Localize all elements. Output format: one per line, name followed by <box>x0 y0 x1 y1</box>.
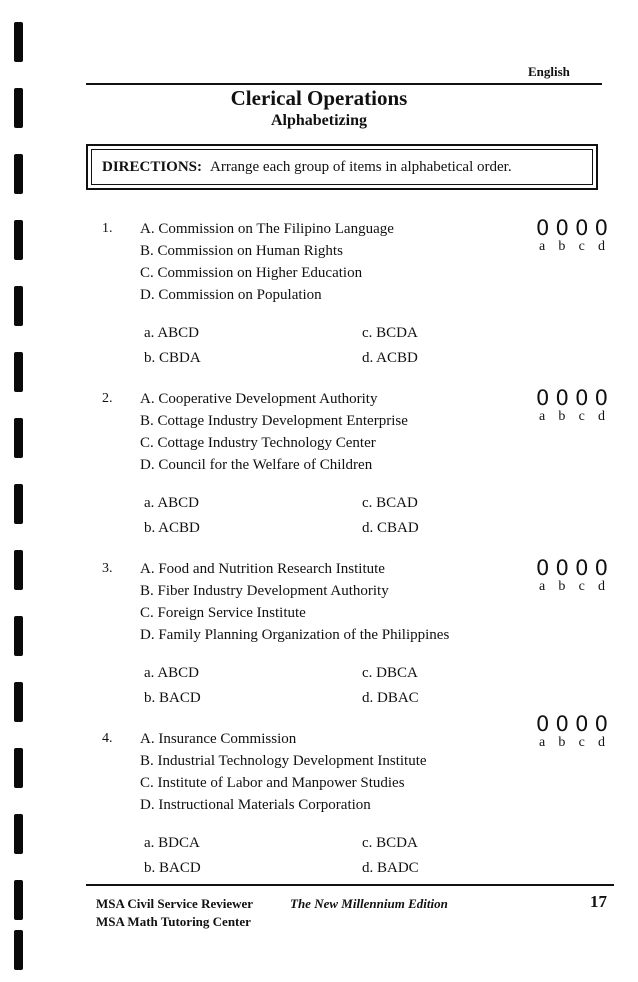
bubble-c[interactable]: 0 <box>575 712 589 736</box>
binding-hole <box>14 154 23 194</box>
question-4 <box>0 712 638 896</box>
choice-c: c. DBCA <box>362 665 418 681</box>
bubble-c[interactable]: 0 <box>575 556 589 580</box>
item-d: D. Family Planning Organization of the Philippines <box>140 627 450 643</box>
directions-text: Arrange each group of items in alphabetical order. <box>210 159 512 175</box>
choice-b: b. BACD <box>144 690 201 706</box>
choice-a: a. BDCA <box>144 835 200 851</box>
bubble-a[interactable]: 0 <box>536 216 550 240</box>
bubble-letter: b <box>558 735 566 750</box>
bubble-letter: c <box>578 239 585 254</box>
bubble-letter: a <box>539 239 546 254</box>
choice-a: a. ABCD <box>144 325 200 341</box>
item-b: B. Cottage Industry Development Enterprise <box>140 413 408 429</box>
item-b: B. Industrial Technology Development Institute <box>140 753 427 769</box>
choice-d: d. CBAD <box>362 520 419 536</box>
directions-box <box>86 144 598 190</box>
bubble-a[interactable]: 0 <box>536 712 550 736</box>
bubble-b[interactable]: 0 <box>555 556 569 580</box>
item-c: C. Commission on Higher Education <box>140 265 363 281</box>
question-3 <box>0 556 638 726</box>
bubble-b[interactable]: 0 <box>555 712 569 736</box>
question-number: 4. <box>102 731 113 746</box>
page-title: Clerical Operations <box>230 86 408 110</box>
bubble-b[interactable]: 0 <box>555 386 569 410</box>
page-subtitle: Alphabetizing <box>270 112 367 129</box>
subject-label: English <box>528 64 570 79</box>
item-b: B. Fiber Industry Development Authority <box>140 583 389 599</box>
question-1 <box>0 216 638 386</box>
choice-d: d. ACBD <box>362 350 418 366</box>
item-d: D. Commission on Population <box>140 287 322 303</box>
page-number: 17 <box>590 892 607 911</box>
question-number: 1. <box>102 221 113 236</box>
bubble-b[interactable]: 0 <box>555 216 569 240</box>
bubble-letter: d <box>598 239 605 254</box>
item-c: C. Cottage Industry Technology Center <box>140 435 376 451</box>
bubble-letter: c <box>578 579 585 594</box>
binding-hole <box>14 22 23 62</box>
question-number: 2. <box>102 391 113 406</box>
question-number: 3. <box>102 561 113 576</box>
bubble-d[interactable]: 0 <box>594 556 608 580</box>
bubble-letter: a <box>539 409 546 424</box>
bubble-c[interactable]: 0 <box>575 216 589 240</box>
bubble-letter: b <box>558 239 566 254</box>
item-a: A. Insurance Commission <box>140 731 297 747</box>
bubble-letter: b <box>558 579 566 594</box>
item-a: A. Cooperative Development Authority <box>140 391 378 407</box>
answer-bubbles <box>536 557 608 595</box>
item-a: A. Food and Nutrition Research Institute <box>140 561 385 577</box>
answer-bubbles <box>536 217 608 255</box>
bubble-letter: c <box>578 409 585 424</box>
question-2 <box>0 386 638 556</box>
footer-book-title: MSA Civil Service Reviewer <box>96 896 254 911</box>
item-c: C. Institute of Labor and Manpower Studies <box>140 775 405 791</box>
choice-c: c. BCDA <box>362 325 418 341</box>
bubble-d[interactable]: 0 <box>594 712 608 736</box>
bubble-letter: b <box>558 409 566 424</box>
bubble-letter: a <box>539 735 546 750</box>
choice-b: b. ACBD <box>144 520 200 536</box>
item-c: C. Foreign Service Institute <box>140 605 306 621</box>
bubble-a[interactable]: 0 <box>536 556 550 580</box>
directions-label: DIRECTIONS: <box>102 159 203 175</box>
item-d: D. Council for the Welfare of Children <box>140 457 373 473</box>
item-d: D. Instructional Materials Corporation <box>140 797 371 813</box>
bubble-letter: d <box>598 579 605 594</box>
bubble-letter: a <box>539 579 546 594</box>
directions-inner-frame <box>91 149 593 185</box>
choice-c: c. BCDA <box>362 835 418 851</box>
bubble-d[interactable]: 0 <box>594 386 608 410</box>
footer-edition: The New Millennium Edition <box>290 896 448 911</box>
choice-b: b. CBDA <box>144 350 201 366</box>
bubble-d[interactable]: 0 <box>594 216 608 240</box>
footer-rule <box>86 884 614 886</box>
bubble-c[interactable]: 0 <box>575 386 589 410</box>
header-rule <box>86 83 602 85</box>
bubble-letter: d <box>598 735 605 750</box>
choice-b: b. BACD <box>144 860 201 876</box>
answer-bubbles <box>536 387 608 425</box>
item-a: A. Commission on The Filipino Language <box>140 221 394 237</box>
choice-a: a. ABCD <box>144 495 200 511</box>
choice-d: d. BADC <box>362 860 419 876</box>
footer-publisher: MSA Math Tutoring Center <box>96 914 251 929</box>
bubble-letter: c <box>578 735 585 750</box>
answer-bubbles <box>536 713 608 751</box>
choice-d: d. DBAC <box>362 690 419 706</box>
item-b: B. Commission on Human Rights <box>140 243 343 259</box>
choice-a: a. ABCD <box>144 665 200 681</box>
choice-c: c. BCAD <box>362 495 418 511</box>
bubble-a[interactable]: 0 <box>536 386 550 410</box>
bubble-letter: d <box>598 409 605 424</box>
binding-hole <box>14 930 23 970</box>
